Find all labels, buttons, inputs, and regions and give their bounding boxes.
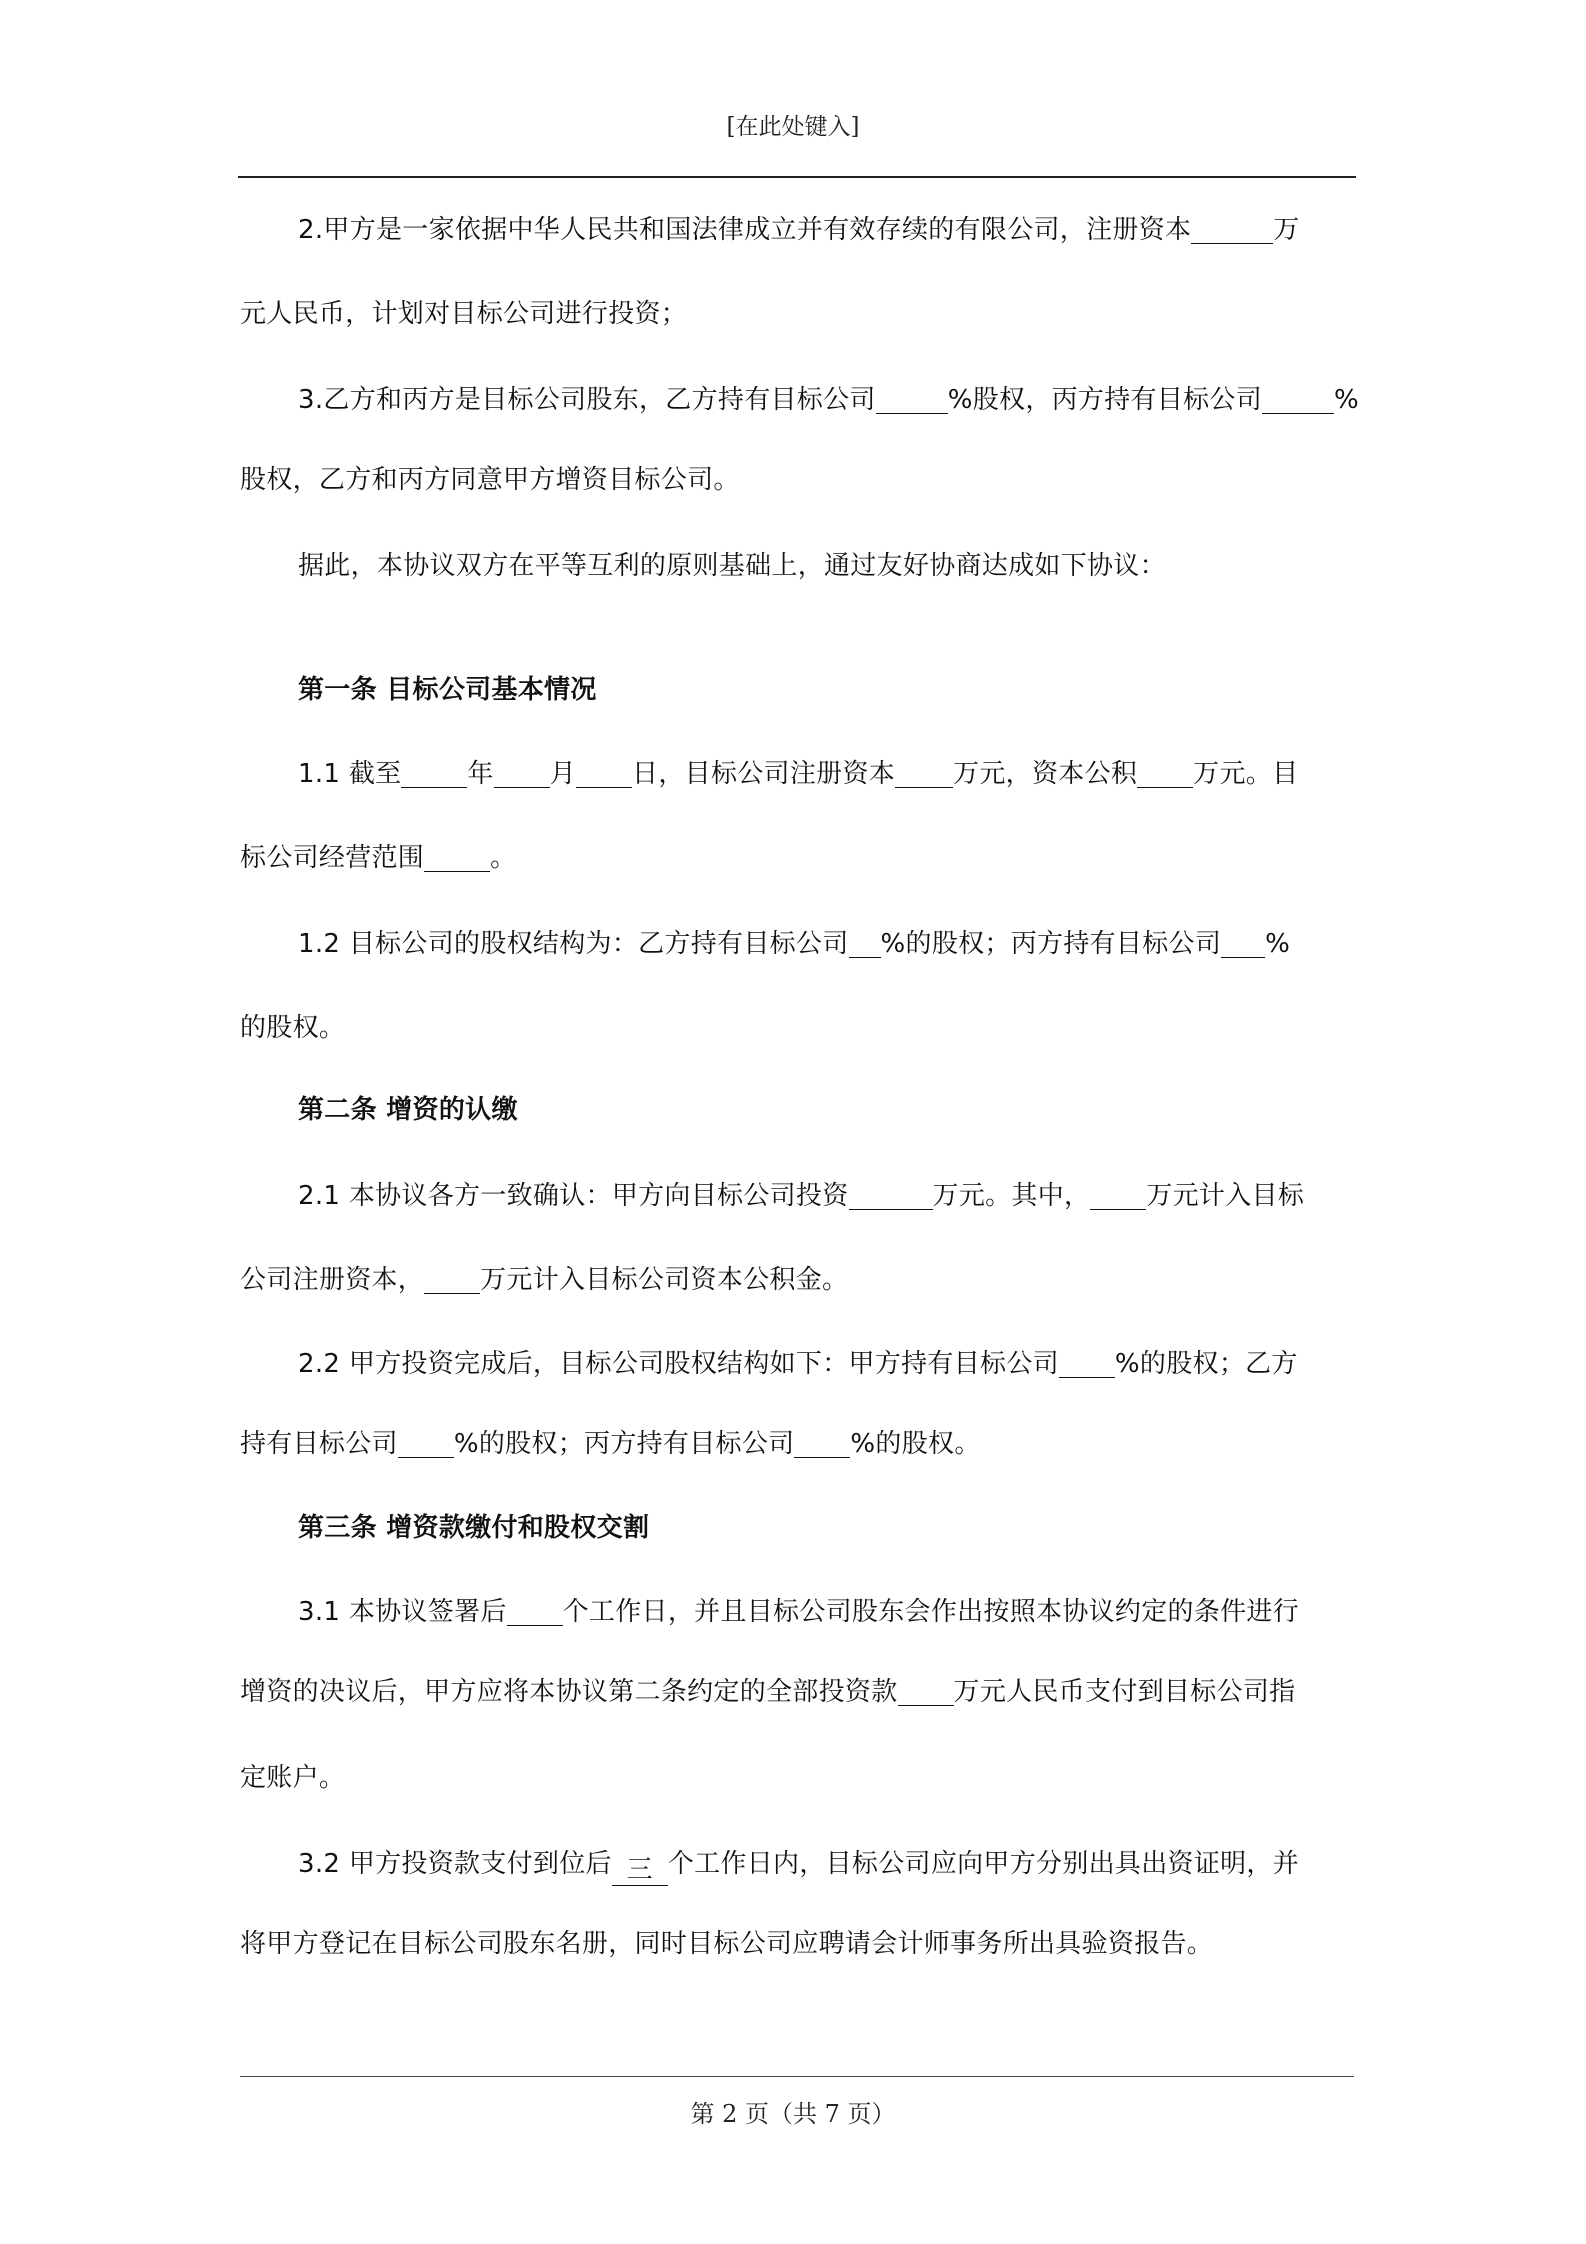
paragraph-line [298, 212, 1300, 248]
fill-blank [1090, 1179, 1146, 1210]
fill-blank [895, 757, 953, 788]
paragraph-line [298, 1846, 1299, 1886]
fill-blank [1262, 383, 1334, 414]
text-segment: 。 [490, 843, 517, 873]
text-segment: 个工作日，并且目标公司股东会作出按照本协议约定的条件进行 [562, 1597, 1300, 1627]
fill-blank [494, 757, 550, 788]
section-heading: 第三条 增资款缴付和股权交割 [298, 1513, 650, 1543]
paragraph-line: 元人民币，计划对目标公司进行投资； [240, 299, 688, 329]
fill-blank [849, 1179, 933, 1210]
text-segment: %的股权；丙方持有目标公司 [453, 1429, 795, 1459]
paragraph-line [298, 382, 1359, 418]
fill-blank [1137, 757, 1193, 788]
paragraph-line [240, 1262, 848, 1298]
paragraph-line [298, 756, 1298, 792]
text-segment: 增资的决议后，甲方应将本协议第二条约定的全部投资款 [240, 1677, 898, 1707]
header-rule [238, 176, 1356, 178]
text-segment: 1.1 截至 [298, 759, 402, 789]
fill-blank [1191, 213, 1273, 244]
paragraph-line [298, 926, 1290, 962]
fill-blank [898, 1675, 954, 1706]
paragraph-line [240, 1426, 981, 1462]
text-segment: %的股权；丙方持有目标公司 [880, 929, 1222, 959]
footer-rule [240, 2076, 1354, 2077]
paragraph-line [298, 1594, 1299, 1630]
text-segment: 3.乙方和丙方是目标公司股东，乙方持有目标公司 [298, 385, 876, 415]
paragraph-line: 据此，本协议双方在平等互利的原则基础上，通过友好协商达成如下协议： [298, 551, 1166, 581]
text-segment: %的股权；乙方 [1114, 1349, 1298, 1379]
fill-blank [849, 927, 881, 958]
text-segment: 万 [1273, 215, 1300, 245]
text-segment: 日，目标公司注册资本 [632, 759, 896, 789]
text-segment: 万元人民币支付到目标公司指 [953, 1677, 1296, 1707]
fill-blank [424, 841, 490, 872]
paragraph-line [240, 1674, 1295, 1710]
fill-blank [1221, 927, 1265, 958]
text-segment: 2.甲方是一家依据中华人民共和国法律成立并有效存续的有限公司，注册资本 [298, 215, 1192, 245]
section-heading: 第二条 增资的认缴 [298, 1095, 518, 1125]
text-segment: 持有目标公司 [240, 1429, 398, 1459]
paragraph-line: 定账户。 [240, 1763, 346, 1793]
text-segment: % [1334, 385, 1360, 415]
text-segment: %的股权。 [850, 1429, 981, 1459]
text-segment: 公司注册资本， [240, 1265, 425, 1295]
text-segment: 2.2 甲方投资完成后，目标公司股权结构如下：甲方持有目标公司 [298, 1349, 1059, 1379]
fill-blank [398, 1427, 454, 1458]
fill-blank [794, 1427, 850, 1458]
fill-blank [576, 757, 632, 788]
text-segment: 3.1 本协议签署后 [298, 1597, 507, 1627]
paragraph-line [298, 1346, 1298, 1382]
text-segment: %股权，丙方持有目标公司 [947, 385, 1263, 415]
paragraph-line [298, 1178, 1304, 1214]
text-segment: 1.2 目标公司的股权结构为：乙方持有目标公司 [298, 929, 849, 959]
text-segment: 月 [549, 759, 577, 789]
page-header: [在此处键入] [726, 114, 860, 140]
paragraph-line: 将甲方登记在目标公司股东名册，同时目标公司应聘请会计师事务所出具验资报告。 [240, 1929, 1214, 1959]
text-segment: 万元。其中， [932, 1181, 1091, 1211]
page-footer: 第 2 页（共 7 页） [690, 2100, 896, 2128]
fill-blank [401, 757, 467, 788]
text-segment: 万元。目 [1193, 759, 1299, 789]
section-heading: 第一条 目标公司基本情况 [298, 675, 597, 705]
fill-blank [424, 1263, 480, 1294]
text-segment: 个工作日内，目标公司应向甲方分别出具出资证明，并 [667, 1849, 1300, 1879]
text-segment: 万元，资本公积 [953, 759, 1138, 789]
text-segment: 万元计入目标公司资本公积金。 [480, 1265, 849, 1295]
fill-blank [507, 1595, 563, 1626]
paragraph-line [240, 840, 516, 876]
fill-blank [876, 383, 948, 414]
text-segment: 标公司经营范围 [240, 843, 425, 873]
text-segment: 年 [467, 759, 494, 789]
fill-blank-filled: 三 [612, 1855, 668, 1886]
paragraph-line: 股权，乙方和丙方同意甲方增资目标公司。 [240, 465, 740, 495]
text-segment: 2.1 本协议各方一致确认：甲方向目标公司投资 [298, 1181, 849, 1211]
text-segment: 3.2 甲方投资款支付到位后 [298, 1849, 612, 1879]
text-segment: 万元计入目标 [1146, 1181, 1305, 1211]
text-segment: % [1265, 929, 1291, 959]
paragraph-line: 的股权。 [240, 1013, 346, 1043]
fill-blank [1059, 1347, 1115, 1378]
